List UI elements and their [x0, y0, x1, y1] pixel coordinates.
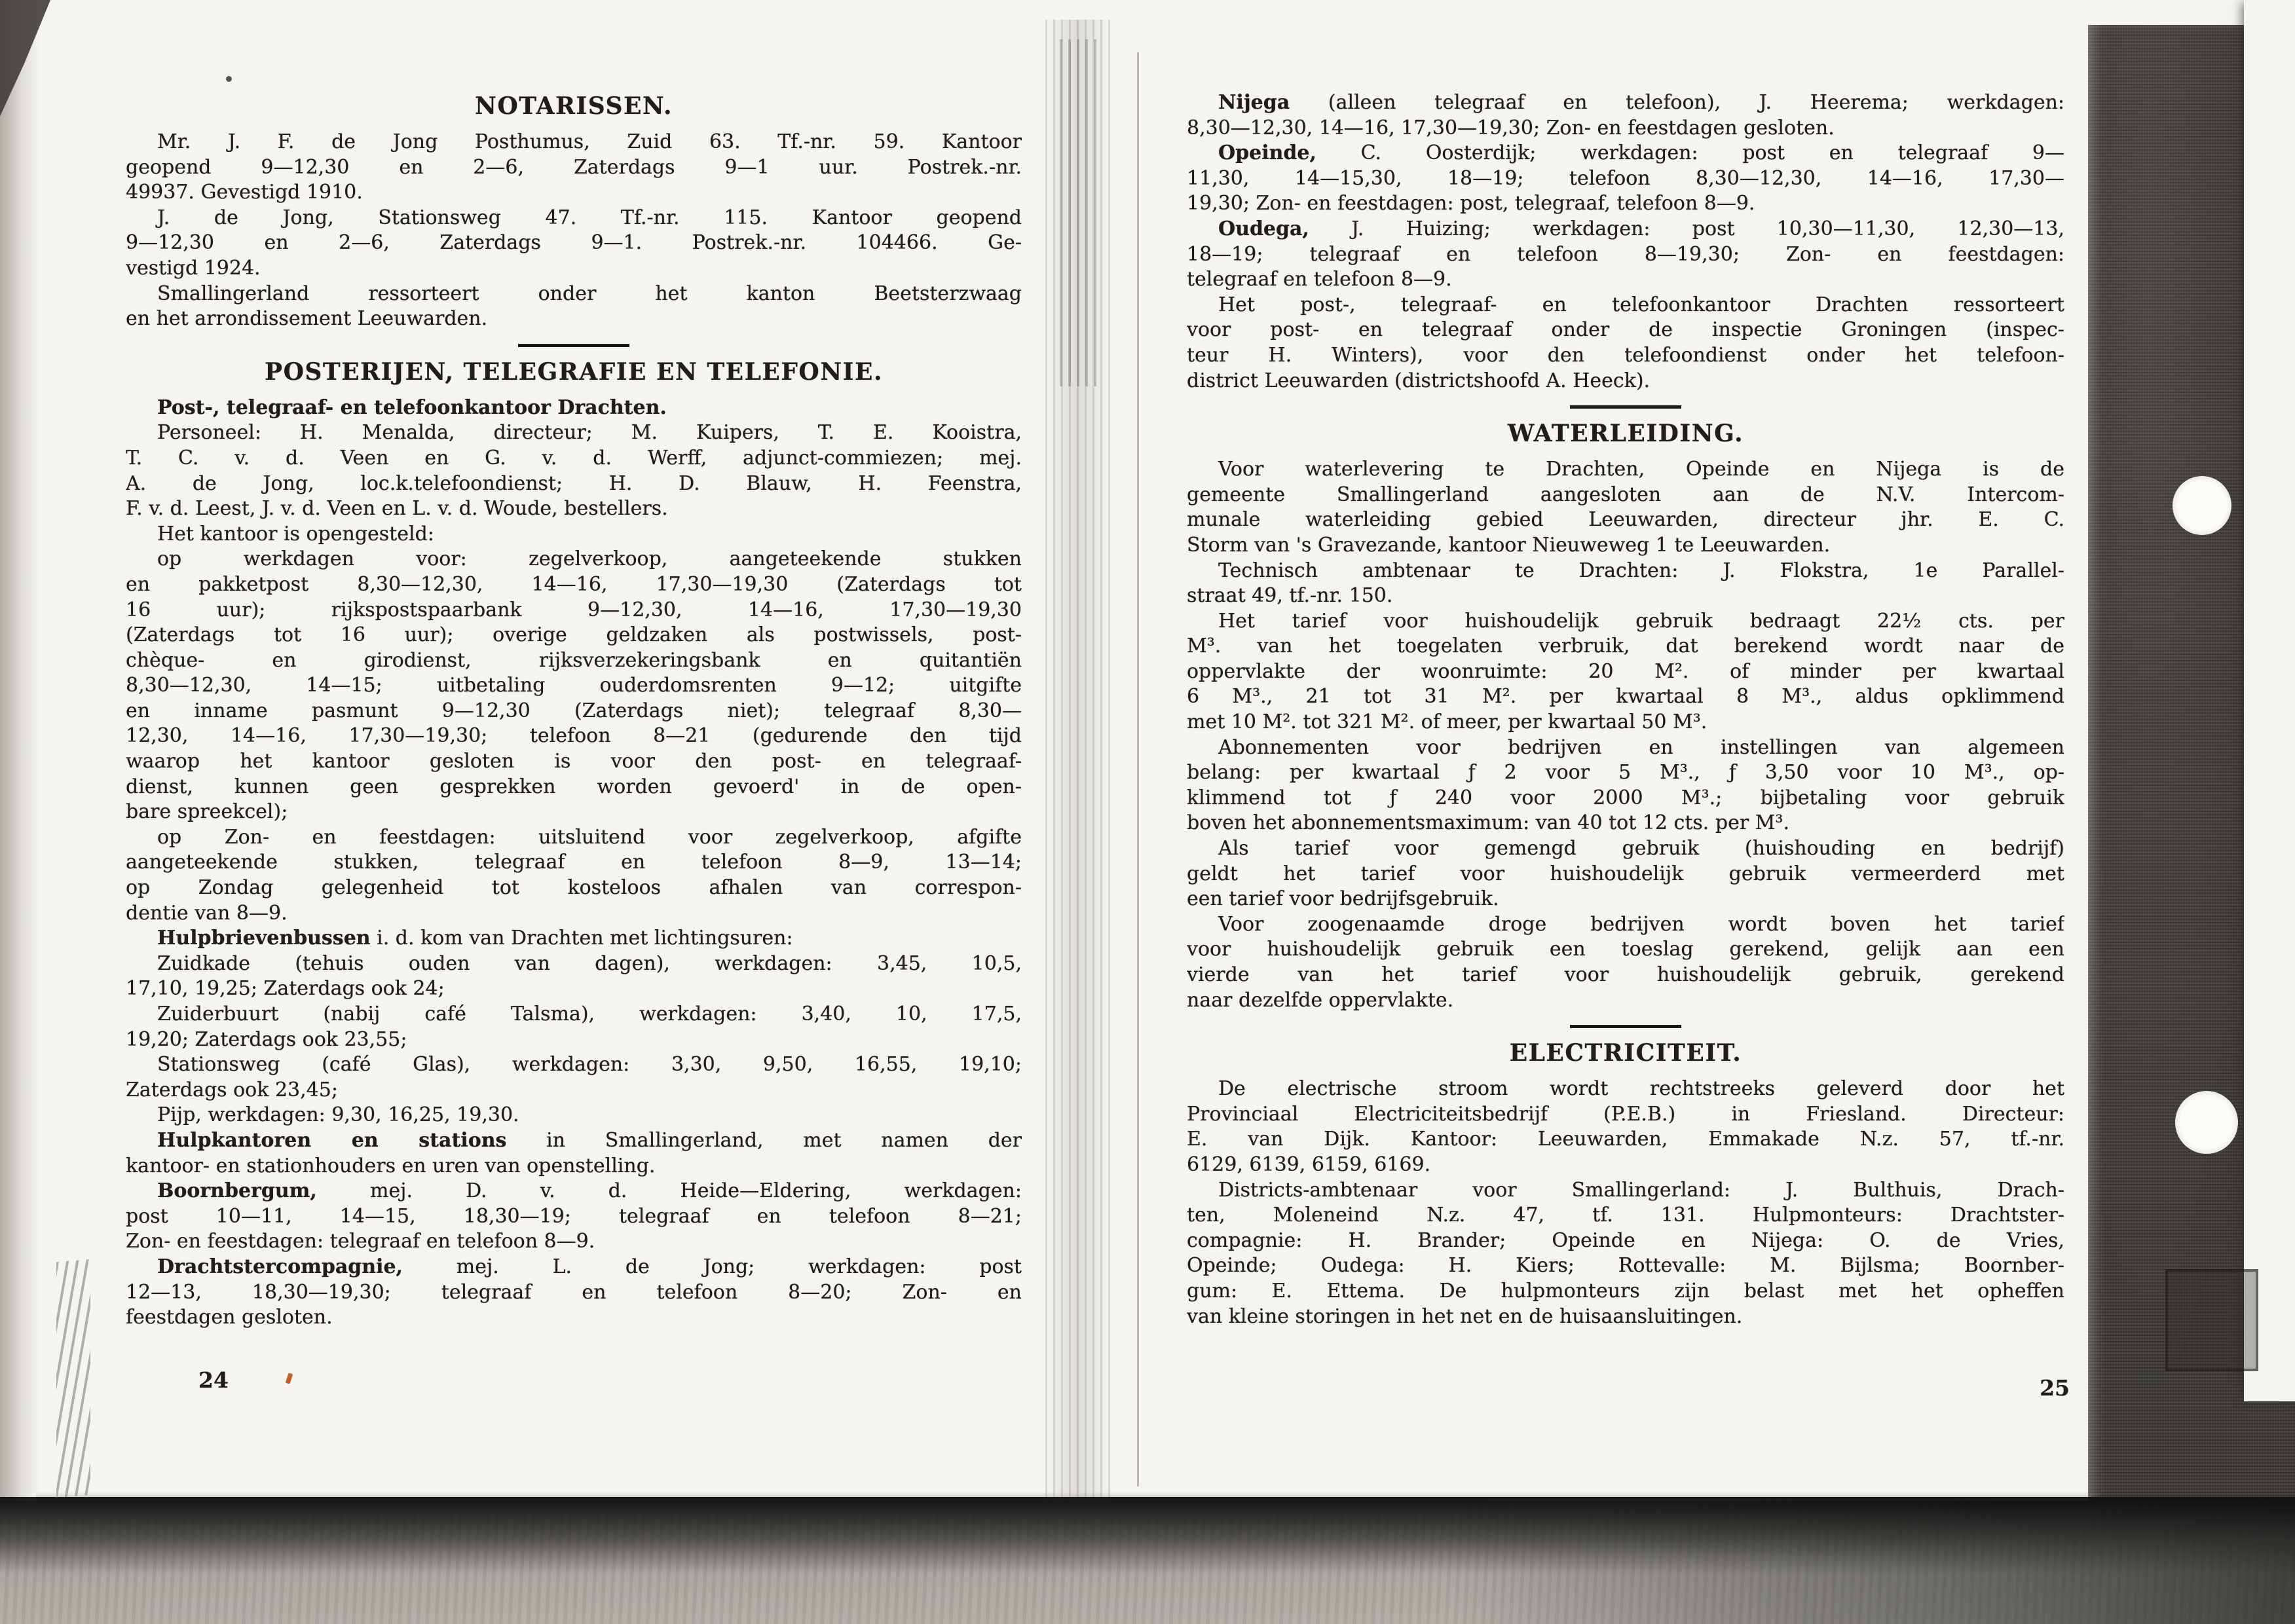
- book-fold-line: [1137, 52, 1139, 1486]
- text-line: vestigd 1924.: [126, 256, 261, 280]
- paragraph: [126, 547, 1022, 825]
- paragraph: [126, 282, 1022, 332]
- text-line: feestdagen gesloten.: [126, 1306, 333, 1329]
- text-line: bare spreekcel);: [126, 800, 288, 824]
- page-bottom-shadow: [0, 1497, 2295, 1574]
- text-line: Districts-ambtenaar voor Smallingerland: J. Bulthuis, Drach-: [1218, 1178, 2064, 1202]
- text-line: Drachtstercompagnie, mej. L. de Jong; werkdagen: post: [157, 1255, 1022, 1278]
- text-line: munale waterleiding gebied Leeuwarden, directeur jhr. E. C.: [1187, 508, 2064, 532]
- paragraph: [126, 926, 1022, 951]
- text-line: vierde van het tarief voor huishoudelijk gebruik, gerekend: [1187, 963, 2064, 986]
- text-line: Zaterdags ook 23,45;: [126, 1078, 338, 1101]
- book-gutter-dark-streaks: [1060, 39, 1100, 386]
- text-line: Zon- en feestdagen: telegraaf en telefoon 8—9.: [126, 1230, 595, 1253]
- text-line: naar dezelfde oppervlakte.: [1187, 988, 1454, 1012]
- text-line: M³. van het toegelaten verbruik, dat berekend wordt naar de: [1187, 635, 2064, 658]
- text-line: Voor waterlevering te Drachten, Opeinde en Nijega is de: [1218, 458, 2064, 481]
- text-line: Als tarief voor gemengd gebruik (huishouding en bedrijf): [1218, 837, 2064, 860]
- text-line: aangeteekende stukken, telegraaf en telefoon 8—9, 13—14;: [126, 851, 1022, 874]
- text-line: Nijega (alleen telegraaf en telefoon), J. Heerema; werkdagen:: [1218, 91, 2064, 114]
- paragraph: [1187, 90, 2064, 141]
- text-line: 19,20; Zaterdags ook 23,55;: [126, 1027, 407, 1051]
- text-line: 12—13, 18,30—19,30; telegraaf en telefoon 8—20; Zon- en: [126, 1280, 1022, 1304]
- text-line: Zuidkade (tehuis ouden van dagen), werkdagen: 3,45, 10,5,: [157, 951, 1022, 975]
- paragraph: [126, 522, 1022, 547]
- text-line: chèque- en girodienst, rijksverzekeringsbank en quitantiën: [126, 648, 1022, 672]
- text-line: Technisch ambtenaar te Drachten: J. Flokstra, 1e Parallel-: [1218, 559, 2064, 582]
- text-line: 16 uur); rijkspostspaarbank 9—12,30, 14—16, 17,30—19,30: [126, 598, 1022, 621]
- text-line: J. de Jong, Stationsweg 47. Tf.-nr. 115. Kantoor geopend: [157, 206, 1022, 229]
- section-divider: [518, 344, 629, 347]
- text-line: gemeente Smallingerland aangesloten aan de N.V. Intercom-: [1187, 483, 2064, 506]
- text-line: kantoor- en stationhouders en uren van openstelling.: [126, 1154, 656, 1177]
- text-line: 12,30, 14—16, 17,30—19,30; telefoon 8—21 (gedurende den tijd: [126, 724, 1022, 748]
- paragraph: [1187, 836, 2064, 912]
- text-line: Personeel: H. Menalda, directeur; M. Kuipers, T. E. Kooistra,: [157, 421, 1022, 445]
- text-line: boven het abonnementsmaximum: van 40 tot 12 cts. per M³.: [1187, 811, 1789, 835]
- text-line: Hulpbrievenbussen i. d. kom van Drachten met lichtingsuren:: [157, 927, 793, 950]
- paragraph: [1187, 457, 2064, 558]
- paragraph: [126, 825, 1022, 926]
- hole-punch-bottom: [2175, 1091, 2238, 1154]
- paragraph: [126, 1052, 1022, 1103]
- text-line: De electrische stroom wordt rechtstreeks geleverd door het: [1218, 1077, 2064, 1101]
- paragraph: [126, 1103, 1022, 1128]
- paragraph: [1187, 1077, 2064, 1177]
- text-line: gum: E. Ettema. De hulpmonteurs zijn belast met het opheffen: [1187, 1279, 2064, 1302]
- text-line: Voor zoogenaamde droge bedrijven wordt boven het tarief: [1218, 912, 2064, 936]
- binder-label-outline: [2165, 1269, 2258, 1371]
- text-line: en inname pasmunt 9—12,30 (Zaterdags niet); telegraaf 8,30—: [126, 699, 1022, 722]
- text-line: 6 M³., 21 tot 31 M². per kwartaal 8 M³., aldus opklimmend: [1187, 685, 2064, 709]
- paragraph: [1187, 141, 2064, 217]
- text-line: 8,30—12,30, 14—16, 17,30—19,30; Zon- en feestdagen gesloten.: [1187, 116, 1835, 139]
- paragraph: [126, 1128, 1022, 1179]
- section-heading: WATERLEIDING.: [1507, 420, 1744, 448]
- text-line: Provinciaal Electriciteitsbedrijf (P.E.B.) in Friesland. Directeur:: [1187, 1102, 2064, 1126]
- text-line: op Zondag gelegenheid tot kosteloos afhalen van correspon-: [126, 876, 1022, 900]
- text-line: straat 49, tf.-nr. 150.: [1187, 584, 1393, 608]
- scan-right-paper-strip: [2244, 0, 2295, 1401]
- paragraph: [126, 1179, 1022, 1255]
- paragraph: [1187, 559, 2064, 609]
- paragraph: [1187, 735, 2064, 836]
- paragraph: [126, 420, 1022, 521]
- paragraph: [126, 951, 1022, 1002]
- text-line: waarop het kantoor gesloten is voor den post- en telegraaf-: [126, 750, 1022, 773]
- paragraph: [1187, 912, 2064, 1013]
- page-stack-edges: [56, 1259, 90, 1498]
- paragraph: [1187, 1178, 2064, 1330]
- page-number-left: 24: [198, 1367, 229, 1393]
- hole-punch-top: [2173, 476, 2231, 535]
- text-line: dentie van 8—9.: [126, 901, 288, 925]
- text-line: Storm van 's Gravezande, kantoor Nieuweweg 1 te Leeuwarden.: [1187, 533, 1831, 557]
- text-line: Opeinde; Oudega: H. Kiers; Rottevalle: M. Bijlsma; Boornber-: [1187, 1254, 2064, 1278]
- text-line: Post-, telegraaf- en telefoonkantoor Drachten.: [157, 396, 667, 419]
- text-line: 17,10, 19,25; Zaterdags ook 24;: [126, 977, 445, 1001]
- text-line: teur H. Winters), voor den telefoondienst onder het telefoon-: [1187, 343, 2064, 367]
- section-heading: POSTERIJEN, TELEGRAFIE EN TELEFONIE.: [265, 358, 883, 386]
- paragraph: [1187, 217, 2064, 293]
- text-line: district Leeuwarden (districtshoofd A. Heeck).: [1187, 369, 1651, 392]
- text-line: 18—19; telegraaf en telefoon 8—19,30; Zon- en feestdagen:: [1187, 242, 2064, 266]
- paragraph: [126, 130, 1022, 206]
- text-line: geopend 9—12,30 en 2—6, Zaterdags 9—1 uur. Postrek.-nr.: [126, 155, 1022, 179]
- text-line: Stationsweg (café Glas), werkdagen: 3,30, 9,50, 16,55, 19,10;: [157, 1053, 1022, 1077]
- text-line: een tarief voor bedrijfsgebruik.: [1187, 887, 1499, 911]
- text-line: E. van Dijk. Kantoor: Leeuwarden, Emmakade N.z. 57, tf.-nr.: [1187, 1128, 2064, 1151]
- paragraph: [1187, 609, 2064, 735]
- text-line: met 10 M². tot 321 M². of meer, per kwartaal 50 M³.: [1187, 710, 1707, 734]
- left-page-column: [126, 92, 1022, 1331]
- text-line: Zuiderbuurt (nabij café Talsma), werkdagen: 3,40, 10, 17,5,: [157, 1003, 1022, 1025]
- text-line: Hulpkantoren en stations in Smallingerland, met namen der: [157, 1128, 1022, 1152]
- paragraph: [126, 206, 1022, 282]
- text-line: Het post-, telegraaf- en telefoonkantoor Drachten ressorteert: [1218, 293, 2064, 316]
- paragraph: [126, 1002, 1022, 1052]
- text-line: 19,30; Zon- en feestdagen: post, telegraaf, telefoon 8—9.: [1187, 192, 1755, 215]
- paragraph: [126, 396, 1022, 421]
- section-divider: [1570, 405, 1681, 409]
- text-line: voor huishoudelijk gebruik een toeslag gerekend, gelijk aan een: [1187, 938, 2064, 961]
- ink-speck: [226, 76, 232, 82]
- text-line: Mr. J. F. de Jong Posthumus, Zuid 63. Tf.-nr. 59. Kantoor: [157, 130, 1022, 153]
- text-line: Smallingerland ressorteert onder het kanton Beetsterzwaag: [157, 282, 1022, 305]
- text-line: op Zon- en feestdagen: uitsluitend voor zegelverkoop, afgifte: [157, 825, 1022, 849]
- text-line: geldt het tarief voor huishoudelijk gebruik vermeerderd met: [1187, 862, 2064, 885]
- text-line: Het tarief voor huishoudelijk gebruik bedraagt 22½ cts. per: [1218, 609, 2064, 633]
- text-line: Opeinde, C. Oosterdijk; werkdagen: post en telegraaf 9—: [1218, 141, 2064, 165]
- orange-speck: [286, 1373, 293, 1384]
- text-line: en pakketpost 8,30—12,30, 14—16, 17,30—19,30 (Zaterdags tot: [126, 572, 1022, 596]
- text-line: Het kantoor is opengesteld:: [157, 522, 434, 545]
- text-line: en het arrondissement Leeuwarden.: [126, 307, 488, 331]
- text-line: telegraaf en telefoon 8—9.: [1187, 268, 1452, 291]
- text-line: 11,30, 14—15,30, 18—19; telefoon 8,30—12,30, 14—16, 17,30—: [1187, 166, 2064, 190]
- scan-left-edge-shadow: [0, 0, 39, 1624]
- paragraph: [1187, 293, 2064, 394]
- text-line: dienst, kunnen geen gesprekken worden gevoerd' in de open-: [126, 775, 1022, 798]
- text-line: Abonnementen voor bedrijven en instellingen van algemeen: [1218, 735, 2064, 759]
- text-line: T. C. v. d. Veen en G. v. d. Werff, adjunct-commiezen; mej.: [126, 446, 1022, 470]
- paragraph: [126, 1255, 1022, 1331]
- text-line: compagnie: H. Brander; Opeinde en Nijega: O. de Vries,: [1187, 1228, 2064, 1252]
- text-line: Pijp, werkdagen: 9,30, 16,25, 19,30.: [157, 1103, 519, 1127]
- text-line: F. v. d. Leest, J. v. d. Veen en L. v. d. Woude, bestellers.: [126, 497, 668, 521]
- section-divider: [1570, 1025, 1681, 1028]
- text-line: A. de Jong, loc.k.telefoondienst; H. D. Blauw, H. Feenstra,: [126, 471, 1022, 495]
- text-line: 49937. Gevestigd 1910.: [126, 181, 363, 204]
- text-line: van kleine storingen in het net en de huisaansluitingen.: [1187, 1304, 1743, 1328]
- text-line: klimmend tot ƒ 240 voor 2000 M³.; bijbetaling voor gebruik: [1187, 786, 2064, 809]
- section-heading: NOTARISSEN.: [474, 92, 673, 120]
- text-line: post 10—11, 14—15, 18,30—19; telegraaf en telefoon 8—21;: [126, 1204, 1022, 1228]
- text-line: 9—12,30 en 2—6, Zaterdags 9—1. Postrek.-nr. 104466. Ge-: [126, 231, 1022, 255]
- text-line: voor post- en telegraaf onder de inspectie Groningen (inspec-: [1187, 318, 2064, 342]
- text-line: 8,30—12,30, 14—15; uitbetaling ouderdomsrenten 9—12; uitgifte: [126, 674, 1022, 697]
- page-number-right: 25: [2040, 1375, 2070, 1401]
- section-heading: ELECTRICITEIT.: [1509, 1039, 1742, 1067]
- text-line: oppervlakte der woonruimte: 20 M². of minder per kwartaal: [1187, 659, 2064, 683]
- text-line: Boornbergum, mej. D. v. d. Heide—Eldering, werkdagen:: [157, 1179, 1022, 1203]
- text-line: (Zaterdags tot 16 uur); overige geldzaken als postwissels, post-: [126, 623, 1022, 647]
- right-page-column: [1187, 90, 2064, 1329]
- text-line: op werkdagen voor: zegelverkoop, aangeteekende stukken: [157, 547, 1022, 571]
- text-line: belang: per kwartaal ƒ 2 voor 5 M³., ƒ 3,50 voor 10 M³., op-: [1187, 761, 2064, 784]
- text-line: 6129, 6139, 6159, 6169.: [1187, 1153, 1431, 1176]
- text-line: Oudega, J. Huizing; werkdagen: post 10,30—11,30, 12,30—13,: [1218, 217, 2064, 240]
- text-line: ten, Moleneind N.z. 47, tf. 131. Hulpmonteurs: Drachtster-: [1187, 1204, 2064, 1227]
